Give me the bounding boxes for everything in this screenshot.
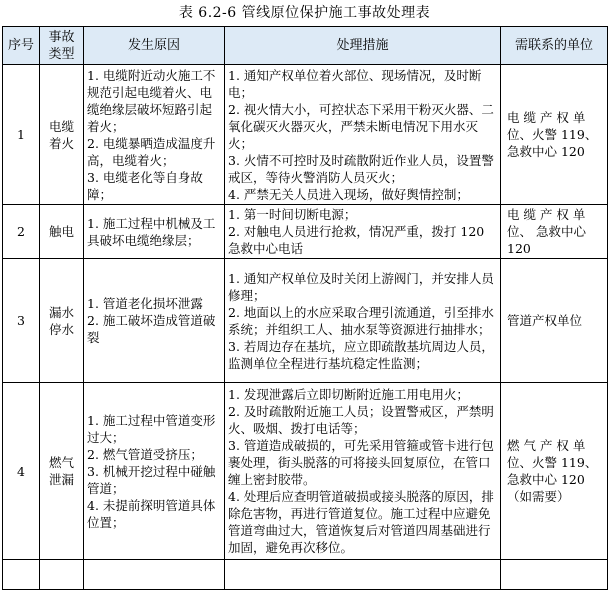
reason-item: 2. 施工破坏造成管道破裂 <box>87 313 216 345</box>
row-no: 4 <box>3 383 40 560</box>
row-measures <box>225 205 501 259</box>
reason-item: 3. 机械开挖过程中碰触管道； <box>87 463 216 496</box>
row-reasons <box>84 205 225 259</box>
reason-item: 1. 电缆附近动火施工不规范引起电缆着火、电缆绝缘层破坏短路引起着火； <box>87 67 216 134</box>
row-measures <box>225 65 501 205</box>
header-no: 序号 <box>3 27 40 65</box>
table-row <box>3 205 608 259</box>
row-reasons <box>84 383 225 560</box>
row-no: 1 <box>3 65 40 205</box>
header-measure: 处理措施 <box>225 27 501 65</box>
row-measures <box>225 383 501 560</box>
measure-item: 1. 通知产权单位着火部位、现场情况，及时断电； <box>228 67 482 100</box>
table-row <box>3 383 608 560</box>
measure-item: 3. 若周边存在基坑，应立即疏散基坑周边人员，监测单位全程进行基坑稳定性监测； <box>228 338 494 371</box>
reason-item: 1. 施工过程中机械及工具破坏电缆绝缘层； <box>87 215 216 248</box>
reason-item: 2. 电缆暴晒造成温度升高，电缆着火； <box>87 135 216 168</box>
reason-item: 1. 施工过程中管道变形过大； <box>87 412 216 445</box>
row-reasons <box>84 259 225 383</box>
accident-table <box>2 26 608 590</box>
row-reasons <box>84 65 225 205</box>
reason-item: 2. 燃气管道受挤压； <box>87 446 203 462</box>
row-type: 电缆着火 <box>40 65 84 205</box>
header-reason: 发生原因 <box>84 27 225 65</box>
row-contact: 电 缆 产 权 单 位、 急救中心 120 <box>501 205 608 259</box>
measure-item: 2. 地面以上的水应采取合理引流通道，引至排水系统；并组织工人、抽水泵等资源进行抽排水； <box>228 304 494 337</box>
reason-item: 4. 未提前探明管道具体位置； <box>87 497 216 530</box>
table-row <box>3 65 608 205</box>
table-row <box>3 259 608 383</box>
measure-item: 3. 管道造成破损的，可先采用管箍或管卡进行包裹处理，街头脱落的可将接头回复原位，在管口缠上密封胶带。 <box>228 438 494 487</box>
row-type: 触电 <box>40 205 84 259</box>
row-type: 燃气泄漏 <box>40 383 84 560</box>
measure-item: 2. 及时疏散附近施工人员；设置警戒区，严禁明火、吸烟、拨打电话等； <box>228 404 494 436</box>
measure-item: 2. 视火情大小，可控状态下采用干粉灭火器、二氧化碳灭火器灭火，严禁未断电情况下用水灭火； <box>228 101 494 151</box>
header-type: 事故类型 <box>40 27 84 65</box>
measure-item: 1. 第一时间切断电源； <box>228 207 357 222</box>
measure-item: 1. 发现泄露后立即切断附近施工用电用火； <box>228 387 469 402</box>
header-contact: 需联系的单位 <box>501 27 608 65</box>
measure-item: 4. 严禁无关人员进入现场，做好舆情控制； <box>228 186 469 202</box>
table-title: 表 6.2-6 管线原位保护施工事故处理表 <box>178 5 431 21</box>
measure-item: 2. 对触电人员进行抢救，情况严重，拨打 120 急救中心电话 <box>228 224 485 256</box>
reason-item: 3. 电缆老化等自身故障； <box>87 169 203 202</box>
row-contact: 燃 气 产 权 单 位、火警 119、急救中心 120 （如需要） <box>501 383 608 560</box>
row-type: 漏水停水 <box>40 259 84 383</box>
measure-item: 1. 通知产权单位及时关闭上游阀门，并安排人员修理； <box>228 270 494 303</box>
measure-item: 3. 火情不可控时及时疏散附近作业人员，设置警戒区，等待火警消防人员灭火； <box>228 152 494 185</box>
row-no: 2 <box>3 205 40 259</box>
row-measures <box>225 259 501 383</box>
measure-item: 4. 处理后应查明管道破损或接头脱落的原因，排除危害物，再进行管道复位。施工过程中应避免管道弯曲过大，管道恢复后对管道四周基础进行加固，避免再次移位。 <box>228 489 494 555</box>
table-row-cut-off <box>3 560 608 590</box>
row-contact: 电 缆 产 权 单 位、火警 119、急救中心 120 <box>501 65 608 205</box>
row-contact: 管道产权单位 <box>501 259 608 383</box>
reason-item: 1. 管道老化损坏泄露 <box>87 296 203 311</box>
row-no: 3 <box>3 259 40 383</box>
